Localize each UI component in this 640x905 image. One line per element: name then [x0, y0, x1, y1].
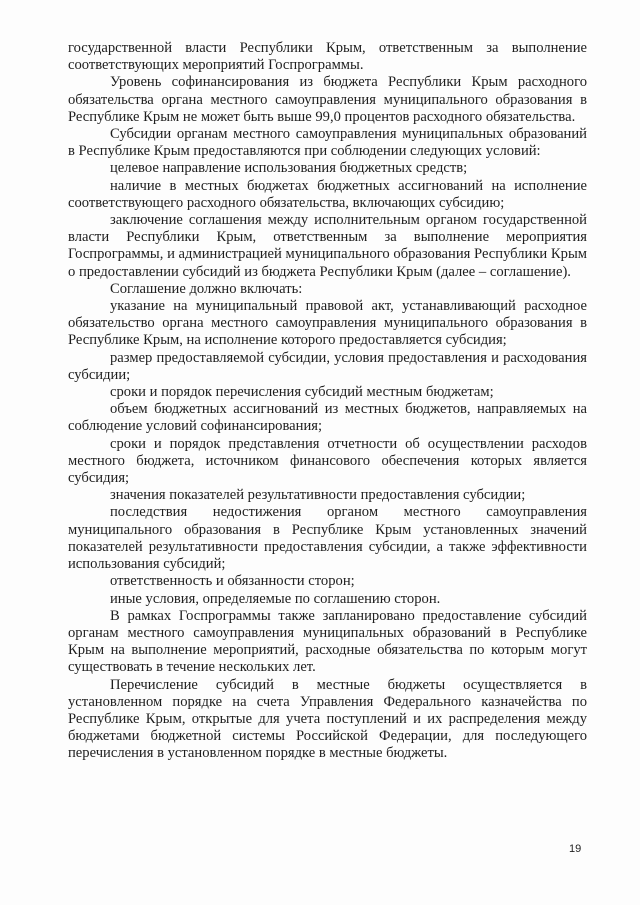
- list-item: целевое направление использования бюджетных средств;: [110, 160, 468, 177]
- list-item: последствия недостижения органом местного самоуправления муниципального образования в Республике Крым установленных значений показателей результативности предоставления субсидии, а также эффективности использования субсидий;: [68, 504, 587, 573]
- paragraph: Соглашение должно включать:: [110, 280, 303, 297]
- list-item: значения показателей результативности предоставления субсидии;: [110, 487, 526, 504]
- document-body: [68, 40, 587, 763]
- list-item: объем бюджетных ассигнований из местных бюджетов, направляемых на соблюдение условий софинансирования;: [68, 401, 587, 435]
- paragraph: Перечисление субсидий в местные бюджеты осуществляется в установленном порядке на счета Управления Федерального казначейства по Республике Крым, открытые для учета поступлений и их распределения между бюджетами бюджетной системы Российской Федерации, для последующего перечисления в установленном порядке в местные бюджеты.: [68, 676, 587, 762]
- paragraph: Субсидии органам местного самоуправления муниципальных образований в Республике Крым предоставляются при соблюдении следующих условий:: [68, 126, 587, 160]
- list-item: заключение соглашения между исполнительным органом государственной власти Республики Крым, ответственным за выполнение мероприятия Госпрограммы, и администрацией муниципального образования Республики Крым о предоставлении субсидий из бюджета Республики Крым (далее – соглашение).: [68, 212, 587, 280]
- list-item: сроки и порядок перечисления субсидий местным бюджетам;: [110, 384, 494, 401]
- paragraph: Уровень софинансирования из бюджета Республики Крым расходного обязательства органа местного самоуправления муниципального образования в Республике Крым не может быть выше 99,0 процентов расходного обязательства.: [68, 74, 587, 125]
- list-item: наличие в местных бюджетах бюджетных ассигнований на исполнение соответствующего расходного обязательства, включающих субсидию;: [68, 177, 587, 211]
- list-item: ответственность и обязанности сторон;: [110, 573, 355, 590]
- list-item: размер предоставляемой субсидии, условия предоставления и расходования субсидии;: [68, 349, 587, 383]
- list-item: иные условия, определяемые по соглашению сторон.: [110, 590, 441, 607]
- list-item: указание на муниципальный правовой акт, устанавливающий расходное обязательство органа местного самоуправления муниципального образования в Республике Крым, на исполнение которого предоставляется субсидия;: [68, 298, 587, 349]
- paragraph: В рамках Госпрограммы также запланировано предоставление субсидий органам местного самоуправления муниципальных образований в Республике Крым на выполнение мероприятий, расходные обязательства по которым могут существовать в течение нескольких лет.: [68, 607, 587, 676]
- list-item: сроки и порядок представления отчетности об осуществлении расходов местного бюджета, источником финансового обеспечения которых является субсидия;: [68, 435, 587, 487]
- page-number: 19: [569, 843, 582, 855]
- paragraph: государственной власти Республики Крым, ответственным за выполнение соответствующих мероприятий Госпрограммы.: [68, 40, 587, 74]
